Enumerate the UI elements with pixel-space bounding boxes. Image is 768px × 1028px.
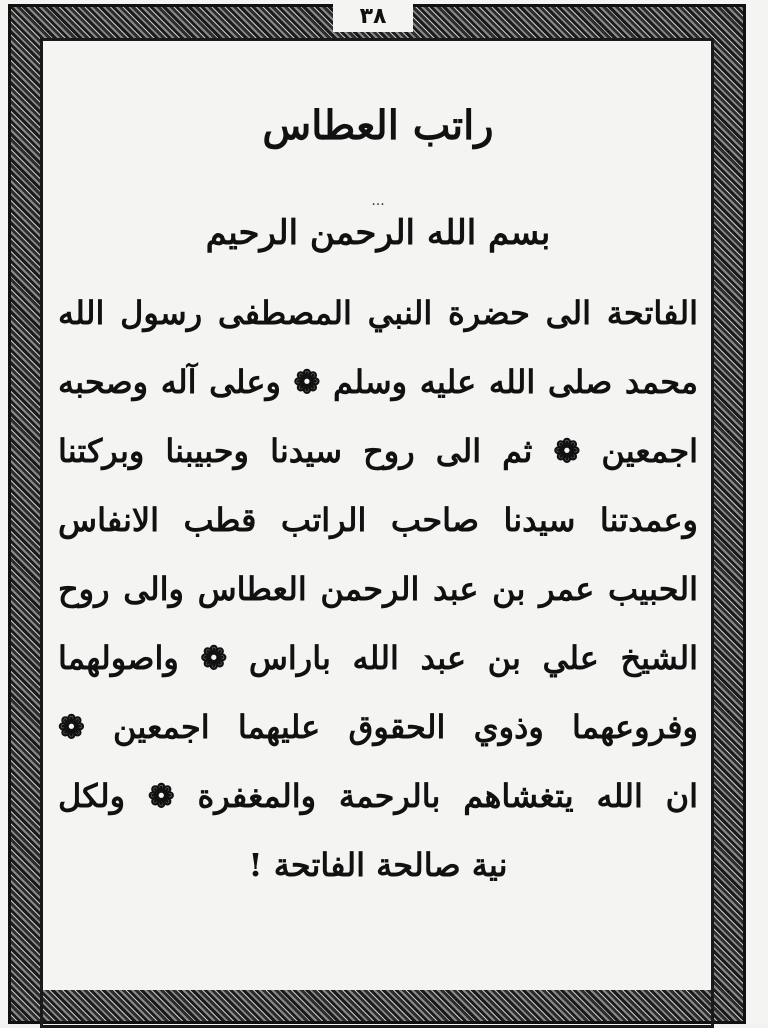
page-title: راتب العطاس — [262, 102, 494, 149]
separator-dots: ... — [371, 193, 385, 209]
text-line: الحبيب عمر بن عبد الرحمن العطاس والى روح — [58, 570, 698, 608]
text-body — [58, 279, 698, 900]
text-line: الفاتحة الى حضرة النبي المصطفى رسول الله — [58, 294, 698, 332]
text-line: الشيخ علي بن عبد الله باراس ❁ واصولهما — [58, 639, 698, 677]
text-line: وعمدتنا سيدنا صاحب الراتب قطب الانفاس — [58, 501, 698, 539]
text-line-final: نية صالحة الفاتحة ! — [248, 846, 508, 884]
page-number: ٣٨ — [333, 2, 413, 32]
text-line: وفروعهما وذوي الحقوق عليهما اجمعين ❁ — [58, 708, 698, 746]
text-line: محمد صلى الله عليه وسلم ❁ وعلى آله وصحبه — [58, 363, 698, 401]
text-line: اجمعين ❁ ثم الى روح سيدنا وحبيبنا وبركتنا — [58, 432, 698, 470]
text-line: ان الله يتغشاهم بالرحمة والمغفرة ❁ ولكل — [58, 777, 698, 815]
page-content — [58, 60, 698, 1010]
basmala-heading: بسم الله الرحمن الرحيم — [205, 213, 551, 253]
